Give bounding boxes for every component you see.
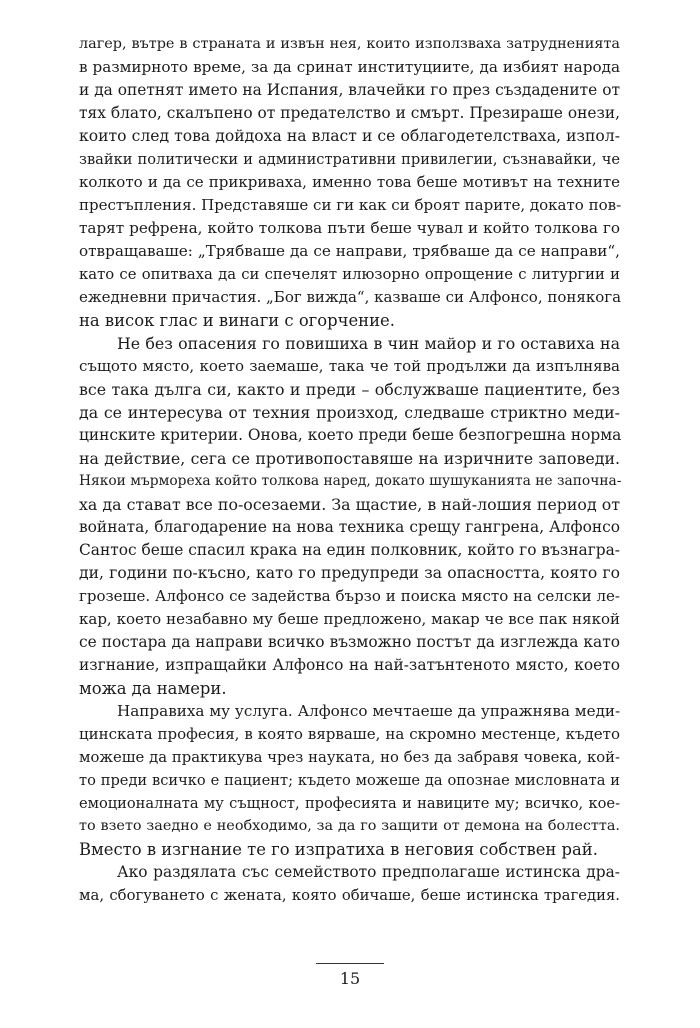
text-line: грозеше. Алфонсо се задейства бързо и поиска място на селски ле- <box>79 587 620 605</box>
text-line: се постара да направи всичко възможно постът да изглежда като <box>79 633 620 651</box>
text-line: Някои мърмореха който толкова наред, докато шушуканията не започна- <box>79 473 622 489</box>
text-line: емоционалната му същност, професията и навиците му; всичко, кое- <box>79 795 620 812</box>
text-line: отвращаваше: „Трябваше да се направи, трябваше да се направи“, <box>79 242 620 260</box>
text-line: да се интересува от техния произход, следваше стриктно меди- <box>79 403 620 422</box>
text-line: все така дълга си, както и преди – обслужваше пациентите, без <box>79 380 620 399</box>
text-line: тях блато, скалъпено от предателство и смърт. Презираше онези, <box>79 104 620 122</box>
text-line: които след това дойдоха на власт и се облагодетелстваха, изпол- <box>79 127 620 145</box>
text-line: Не без опасения го повишиха в чин майор и го оставиха на <box>117 334 620 353</box>
text-line: цинската професия, в която вярваше, на скромно местенце, където <box>79 725 620 743</box>
text-line: кар, което незабавно му беше предложено, макар че все пак някой <box>79 610 620 628</box>
text-line: на висок глас и винаги с огорчение. <box>79 311 395 330</box>
text-line: Вместо в изгнание те го изпратиха в неговия собствен рай. <box>79 840 598 859</box>
page-number: 15 <box>339 969 361 988</box>
text-line: тарят рефрена, който толкова пъти беше чувал и който толкова го <box>79 219 620 237</box>
text-line: престъпления. Представяше си ги как си броят парите, докато пов- <box>79 196 622 214</box>
text-line: същото място, което заемаше, така че той продължи да изпълнява <box>79 357 620 375</box>
text-line: лагер, вътре в страната и извън нея, които използваха затрудненията <box>79 36 620 52</box>
text-line: ди, години по-късно, като го предупреди за опасността, която го <box>79 564 620 582</box>
text-line: цинските критерии. Онова, което преди беше безпогрешна норма <box>79 426 622 444</box>
text-line: Направиха му услуга. Алфонсо мечтаеше да упражнява меди- <box>117 702 621 720</box>
text-line: можеше да практикува чрез науката, но без да забравя човека, кой- <box>79 749 620 766</box>
text-line: изгнание, изпращайки Алфонсо на най-затънтеното място, което <box>79 656 620 674</box>
footer-rule <box>316 963 384 964</box>
text-line: ха да стават все по-осезаеми. За щастие, в най-лошия период от <box>79 495 620 514</box>
text-line: можа да намери. <box>79 679 227 698</box>
text-line: то взето заедно е необходимо, за да го защити от демона на болестта. <box>79 818 620 834</box>
text-line: Сантос беше спасил крака на един полковник, който го възнагра- <box>79 541 620 559</box>
text-line: ежедневни причастия. „Бог вижда“, казваше си Алфонсо, понякога <box>79 288 622 306</box>
text-line: на действие, сега се противопоставяше на изричните заповеди. <box>79 449 620 468</box>
text-line: то преди всичко е пациент; където можеше да опознае мисловната и <box>79 772 620 789</box>
text-line: и да опетнят името на Испания, влачейки го през създадените от <box>79 81 620 99</box>
text-line: Ако раздялата със семейството предполагаше истинска дра- <box>117 863 620 881</box>
text-line: колкото и да се прикриваха, именно това беше мотивът на техните <box>79 173 620 191</box>
text-line: в размирното време, за да сринат институциите, да избият народа <box>79 58 620 76</box>
text-line: звайки политически и административни привилегии, съзнавайки, че <box>79 151 620 168</box>
text-line: ма, сбогуването с жената, която обичаше, беше истинска трагедия. <box>79 887 620 904</box>
text-line: като се опитваха да си спечелят илюзорно опрощение с литургии и <box>79 266 620 283</box>
text-line: войната, благодарение на нова техника срещу гангрена, Алфонсо <box>79 518 620 536</box>
